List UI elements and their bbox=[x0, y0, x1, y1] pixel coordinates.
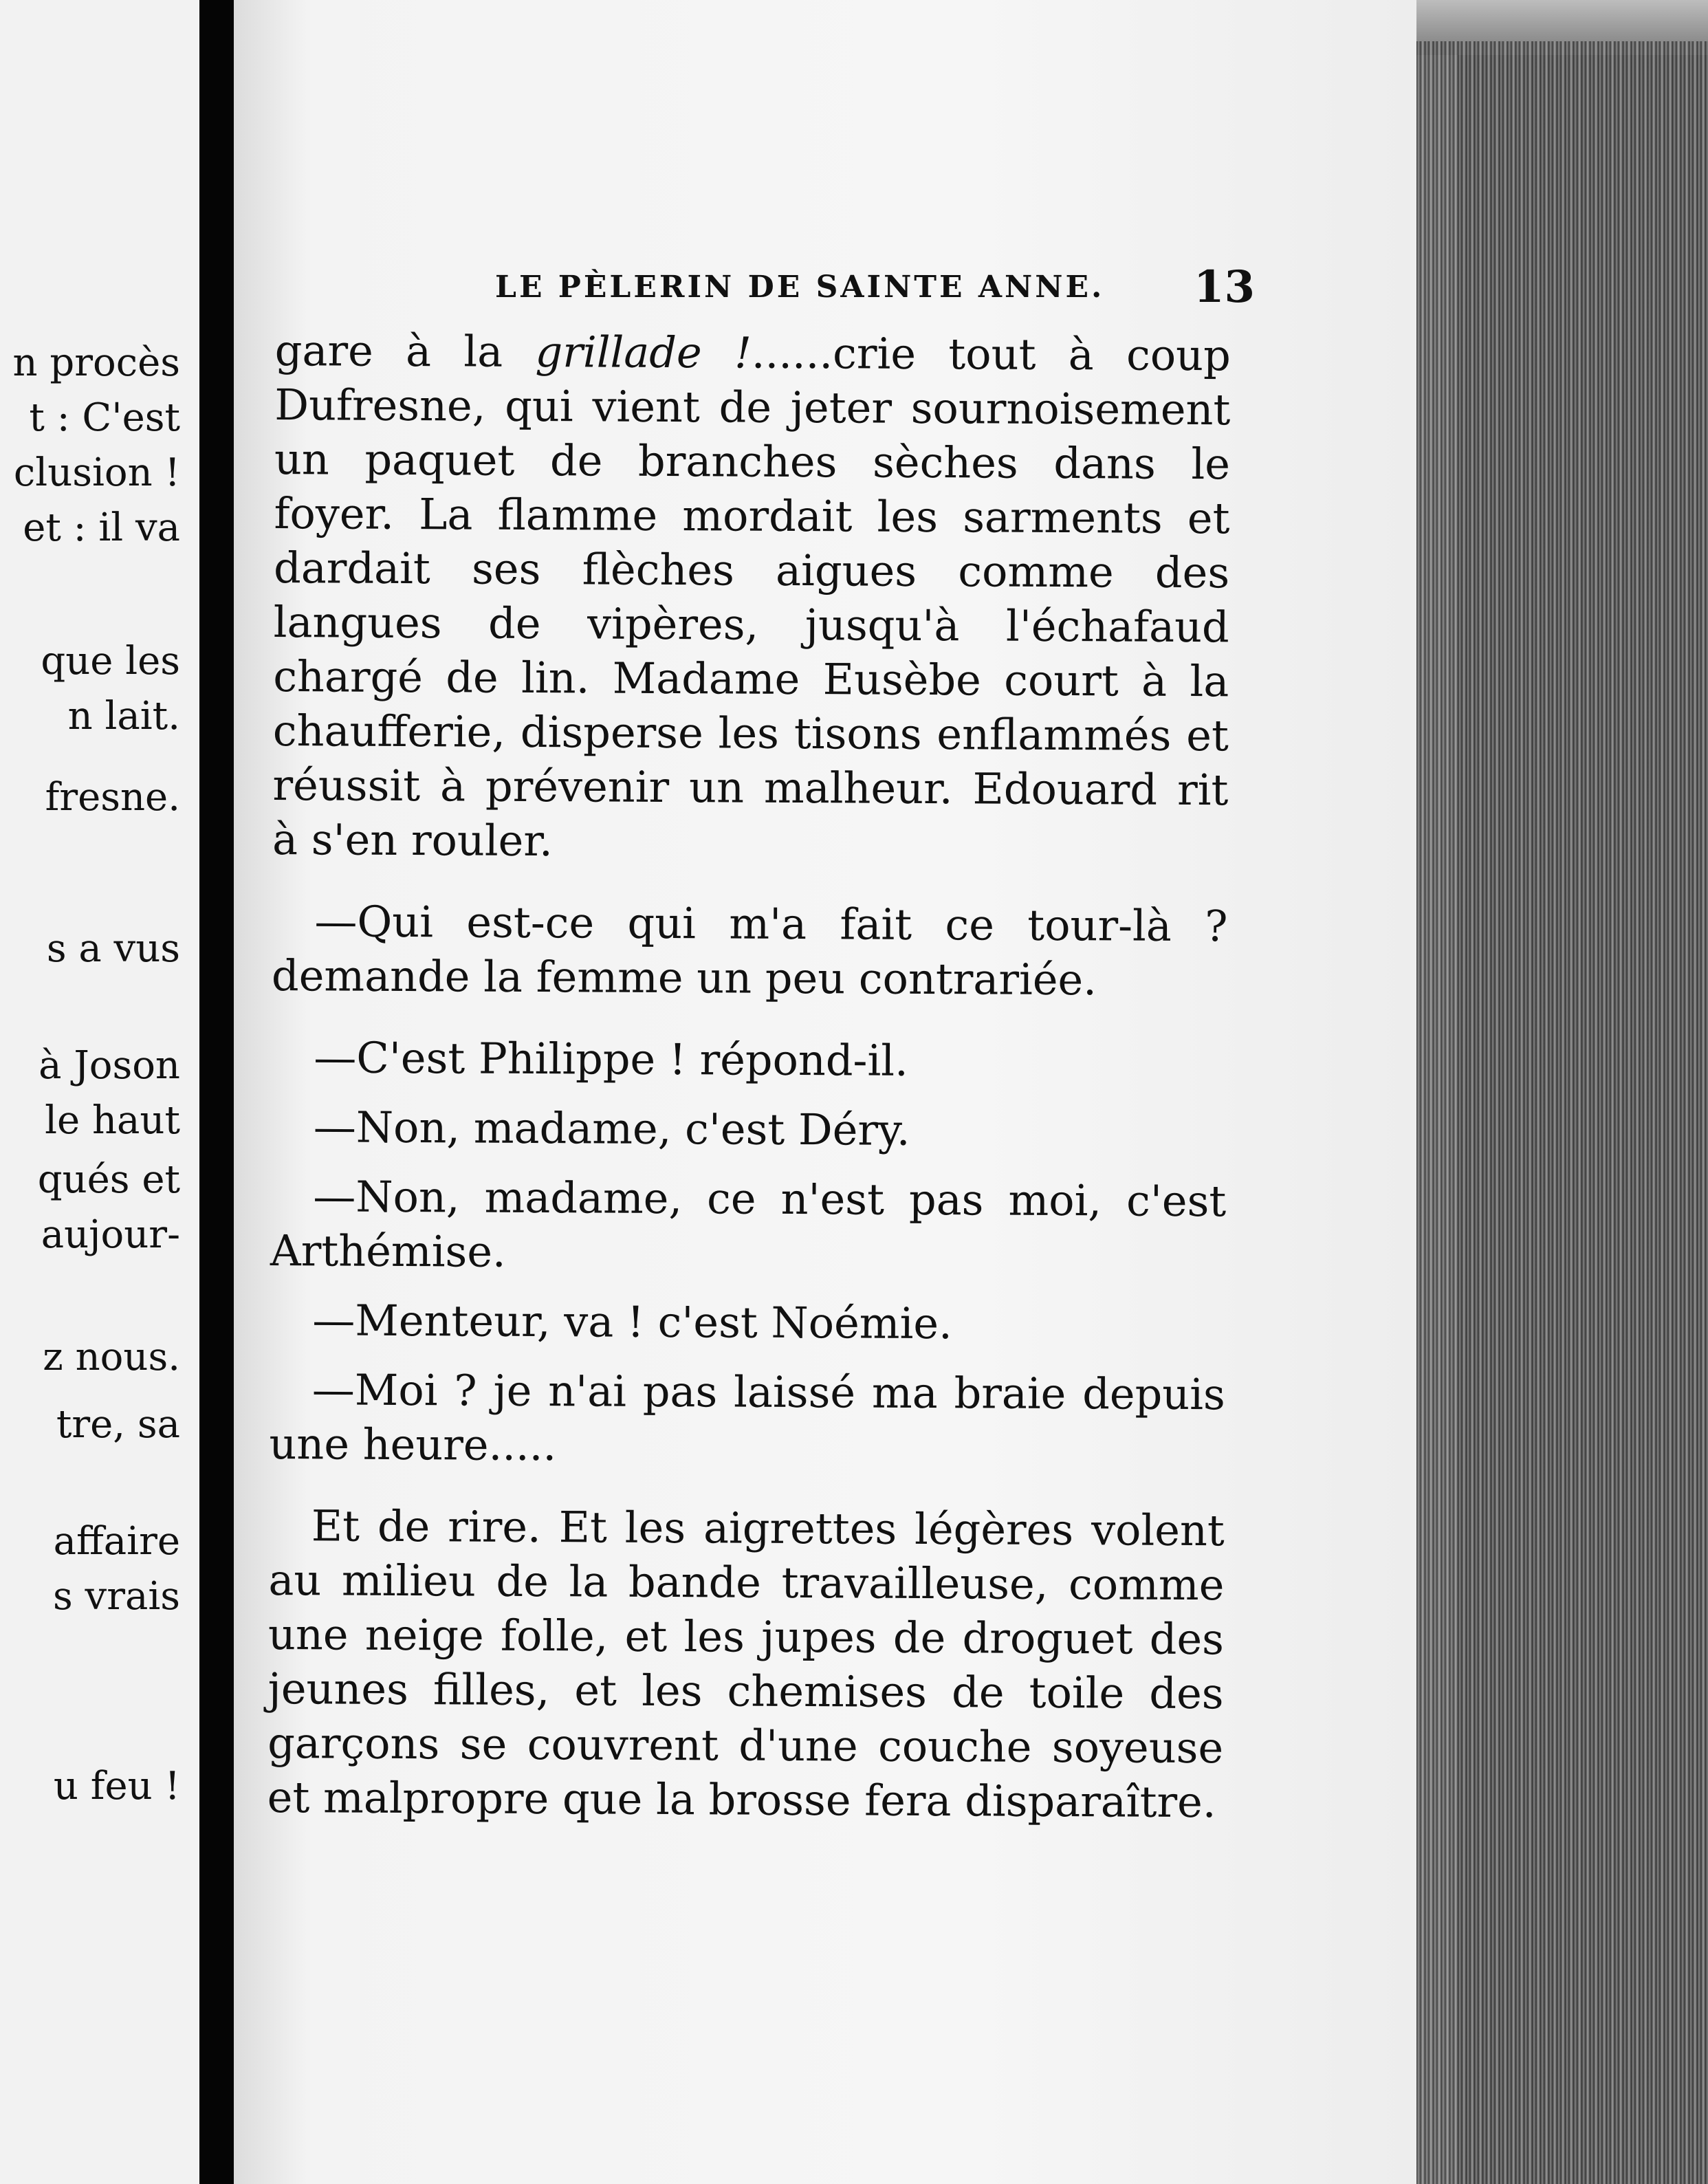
page-number: 13 bbox=[1194, 261, 1256, 313]
paragraph-1 bbox=[272, 323, 1231, 871]
paragraph-3: —C'est Philippe ! répond-il. bbox=[314, 1032, 909, 1086]
left-facing-page bbox=[0, 0, 199, 2184]
left-page-line: z nous. bbox=[43, 1335, 180, 1379]
paragraph-5: —Non, madame, ce n'est pas moi, c'est Arthémise. bbox=[270, 1171, 1227, 1277]
left-page-line: n procès bbox=[12, 340, 180, 385]
paragraph-1-italic: grillade ! bbox=[535, 326, 752, 378]
paragraph-7: —Moi ? je n'ai pas laissé ma braie depuis une heure..... bbox=[269, 1364, 1226, 1471]
left-page-line: le haut bbox=[45, 1098, 180, 1143]
book-gutter bbox=[199, 0, 234, 2184]
left-page-line: s vrais bbox=[53, 1574, 180, 1619]
left-page-line: s a vus bbox=[46, 926, 180, 971]
left-page-line: aujour- bbox=[41, 1212, 180, 1257]
left-page-line: à Joson bbox=[39, 1043, 180, 1088]
left-page-line: fresne. bbox=[45, 775, 180, 820]
paragraph-6: —Menteur, va ! c'est Noémie. bbox=[312, 1295, 952, 1349]
left-page-line: que les bbox=[41, 639, 180, 684]
left-page-line: affaire bbox=[53, 1519, 180, 1564]
left-page-line: t : C'est bbox=[29, 395, 180, 440]
paragraph-1-rest: ......crie tout à coup Dufresne, qui vient de jeter sournoisement un paquet de branches sèches dans le foyer. La flamme mordait les sarments et dardait ses flèches aigues comme des langues de vipères, jusqu'à l'échafaud chargé de lin. Madame Eusèbe court à la chaufferie, disperse les tisons enflammés et réussit à prévenir un malheur. Edouard rit à s'en rouler. bbox=[272, 327, 1231, 866]
running-head: LE PÈLERIN DE SAINTE ANNE. bbox=[495, 270, 1105, 305]
paragraph-2: —Qui est-ce qui m'a fait ce tour-là ? demande la femme un peu contrariée. bbox=[271, 896, 1228, 1005]
left-page-line: clusion ! bbox=[13, 450, 180, 495]
left-page-line: tre, sa bbox=[56, 1402, 180, 1447]
left-page-line: u feu ! bbox=[53, 1764, 180, 1809]
paragraph-4: —Non, madame, c'est Déry. bbox=[313, 1102, 910, 1155]
paragraph-1-start: gare à la bbox=[274, 325, 536, 377]
left-page-line: qués et bbox=[37, 1157, 180, 1202]
body-text bbox=[267, 323, 1231, 1829]
paragraph-8: Et de rire. Et les aigrettes légères volent au milieu de la bande travailleuse, comme une neige folle, et les jupes de droguet des jeunes filles, et les chemises de toile des garçons se couvrent d'une couche soyeuse et malpropre que la brosse fera disparaître. bbox=[267, 1500, 1225, 1828]
left-page-line: n lait. bbox=[67, 694, 180, 739]
page-edges bbox=[1416, 41, 1708, 2184]
left-page-line: et : il va bbox=[23, 505, 180, 550]
